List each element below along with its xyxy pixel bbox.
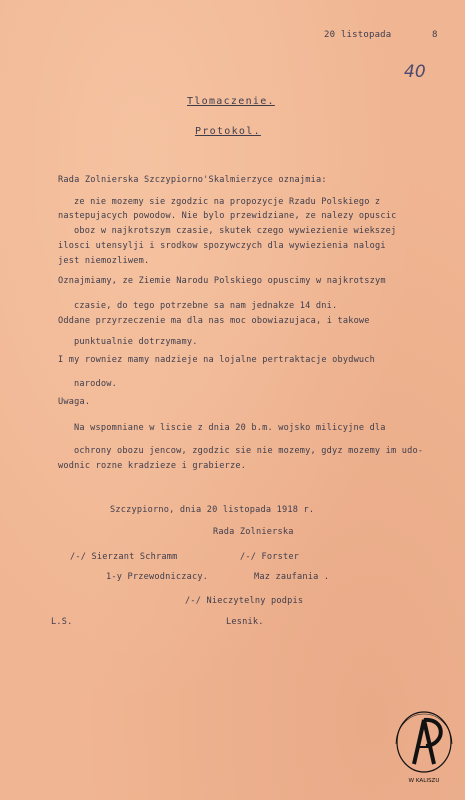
signature-bottom: Lesnik. bbox=[226, 617, 264, 627]
body-line: ilosci utensylji i srodkow spozywczych dla wywiezienia nalogi bbox=[58, 241, 386, 251]
body-line: narodow. bbox=[74, 379, 117, 389]
document-title: Tlomaczenie. bbox=[187, 96, 275, 107]
body-line: ze nie mozemy sie zgodzic na propozycje Rzadu Polskiego z bbox=[74, 197, 381, 207]
signature-center: /-/ Nieczytelny podpis bbox=[185, 596, 304, 606]
stamp-city: W KALISZU bbox=[408, 778, 440, 784]
body-line: czasie, do tego potrzebne sa nam jednakze 14 dni. bbox=[74, 301, 338, 311]
place-date: Szczypiorno, dnia 20 listopada 1918 r. bbox=[110, 505, 315, 515]
signature-left-1: /-/ Sierzant Schramm bbox=[70, 552, 178, 562]
page-number: 8 bbox=[432, 30, 438, 40]
body-line: Oddane przyrzeczenie ma dla nas moc obowiazujaca, i takowe bbox=[58, 316, 370, 326]
pencil-annotation: 40 bbox=[404, 62, 426, 82]
header-date: 20 listopada bbox=[324, 30, 392, 40]
body-line: nastepujacych powodow. Nie bylo przewidziane, ze nalezy opuscic bbox=[58, 211, 397, 221]
signature-right-1: /-/ Forster bbox=[240, 552, 300, 562]
body-line: oboz w najkrotszym czasie, skutek czego wywiezienie wiekszej bbox=[74, 226, 397, 236]
body-line: ochrony obozu jencow, zgodzic sie nie mozemy, gdyz mozemy im udo- bbox=[74, 446, 424, 456]
note-heading: Uwaga. bbox=[58, 397, 91, 407]
body-line: punktualnie dotrzymamy. bbox=[74, 337, 198, 347]
body-line: jest niemozliwem. bbox=[58, 256, 150, 266]
council-name: Rada Zolnierska bbox=[213, 527, 294, 537]
signature-right-2: Maz zaufania . bbox=[254, 572, 330, 582]
body-line: Oznajmiamy, ze Ziemie Narodu Polskiego opuscimy w najkrotszym bbox=[58, 276, 386, 286]
signature-left-2: 1-y Przewodniczacy. bbox=[106, 572, 209, 582]
body-line: wodnic rozne kradzieze i grabierze. bbox=[58, 461, 247, 471]
body-line: I my rowniez mamy nadzieje na lojalne pertraktacje obydwuch bbox=[58, 355, 376, 365]
document-subtitle: Protokol. bbox=[195, 126, 261, 137]
body-line: Na wspomniane w liscie z dnia 20 b.m. wojsko milicyjne dla bbox=[74, 423, 386, 433]
body-line: Rada Zolnierska Szczypiorno'Skalmierzyce oznajmia: bbox=[58, 175, 327, 185]
seal-ls: L.S. bbox=[51, 617, 73, 627]
